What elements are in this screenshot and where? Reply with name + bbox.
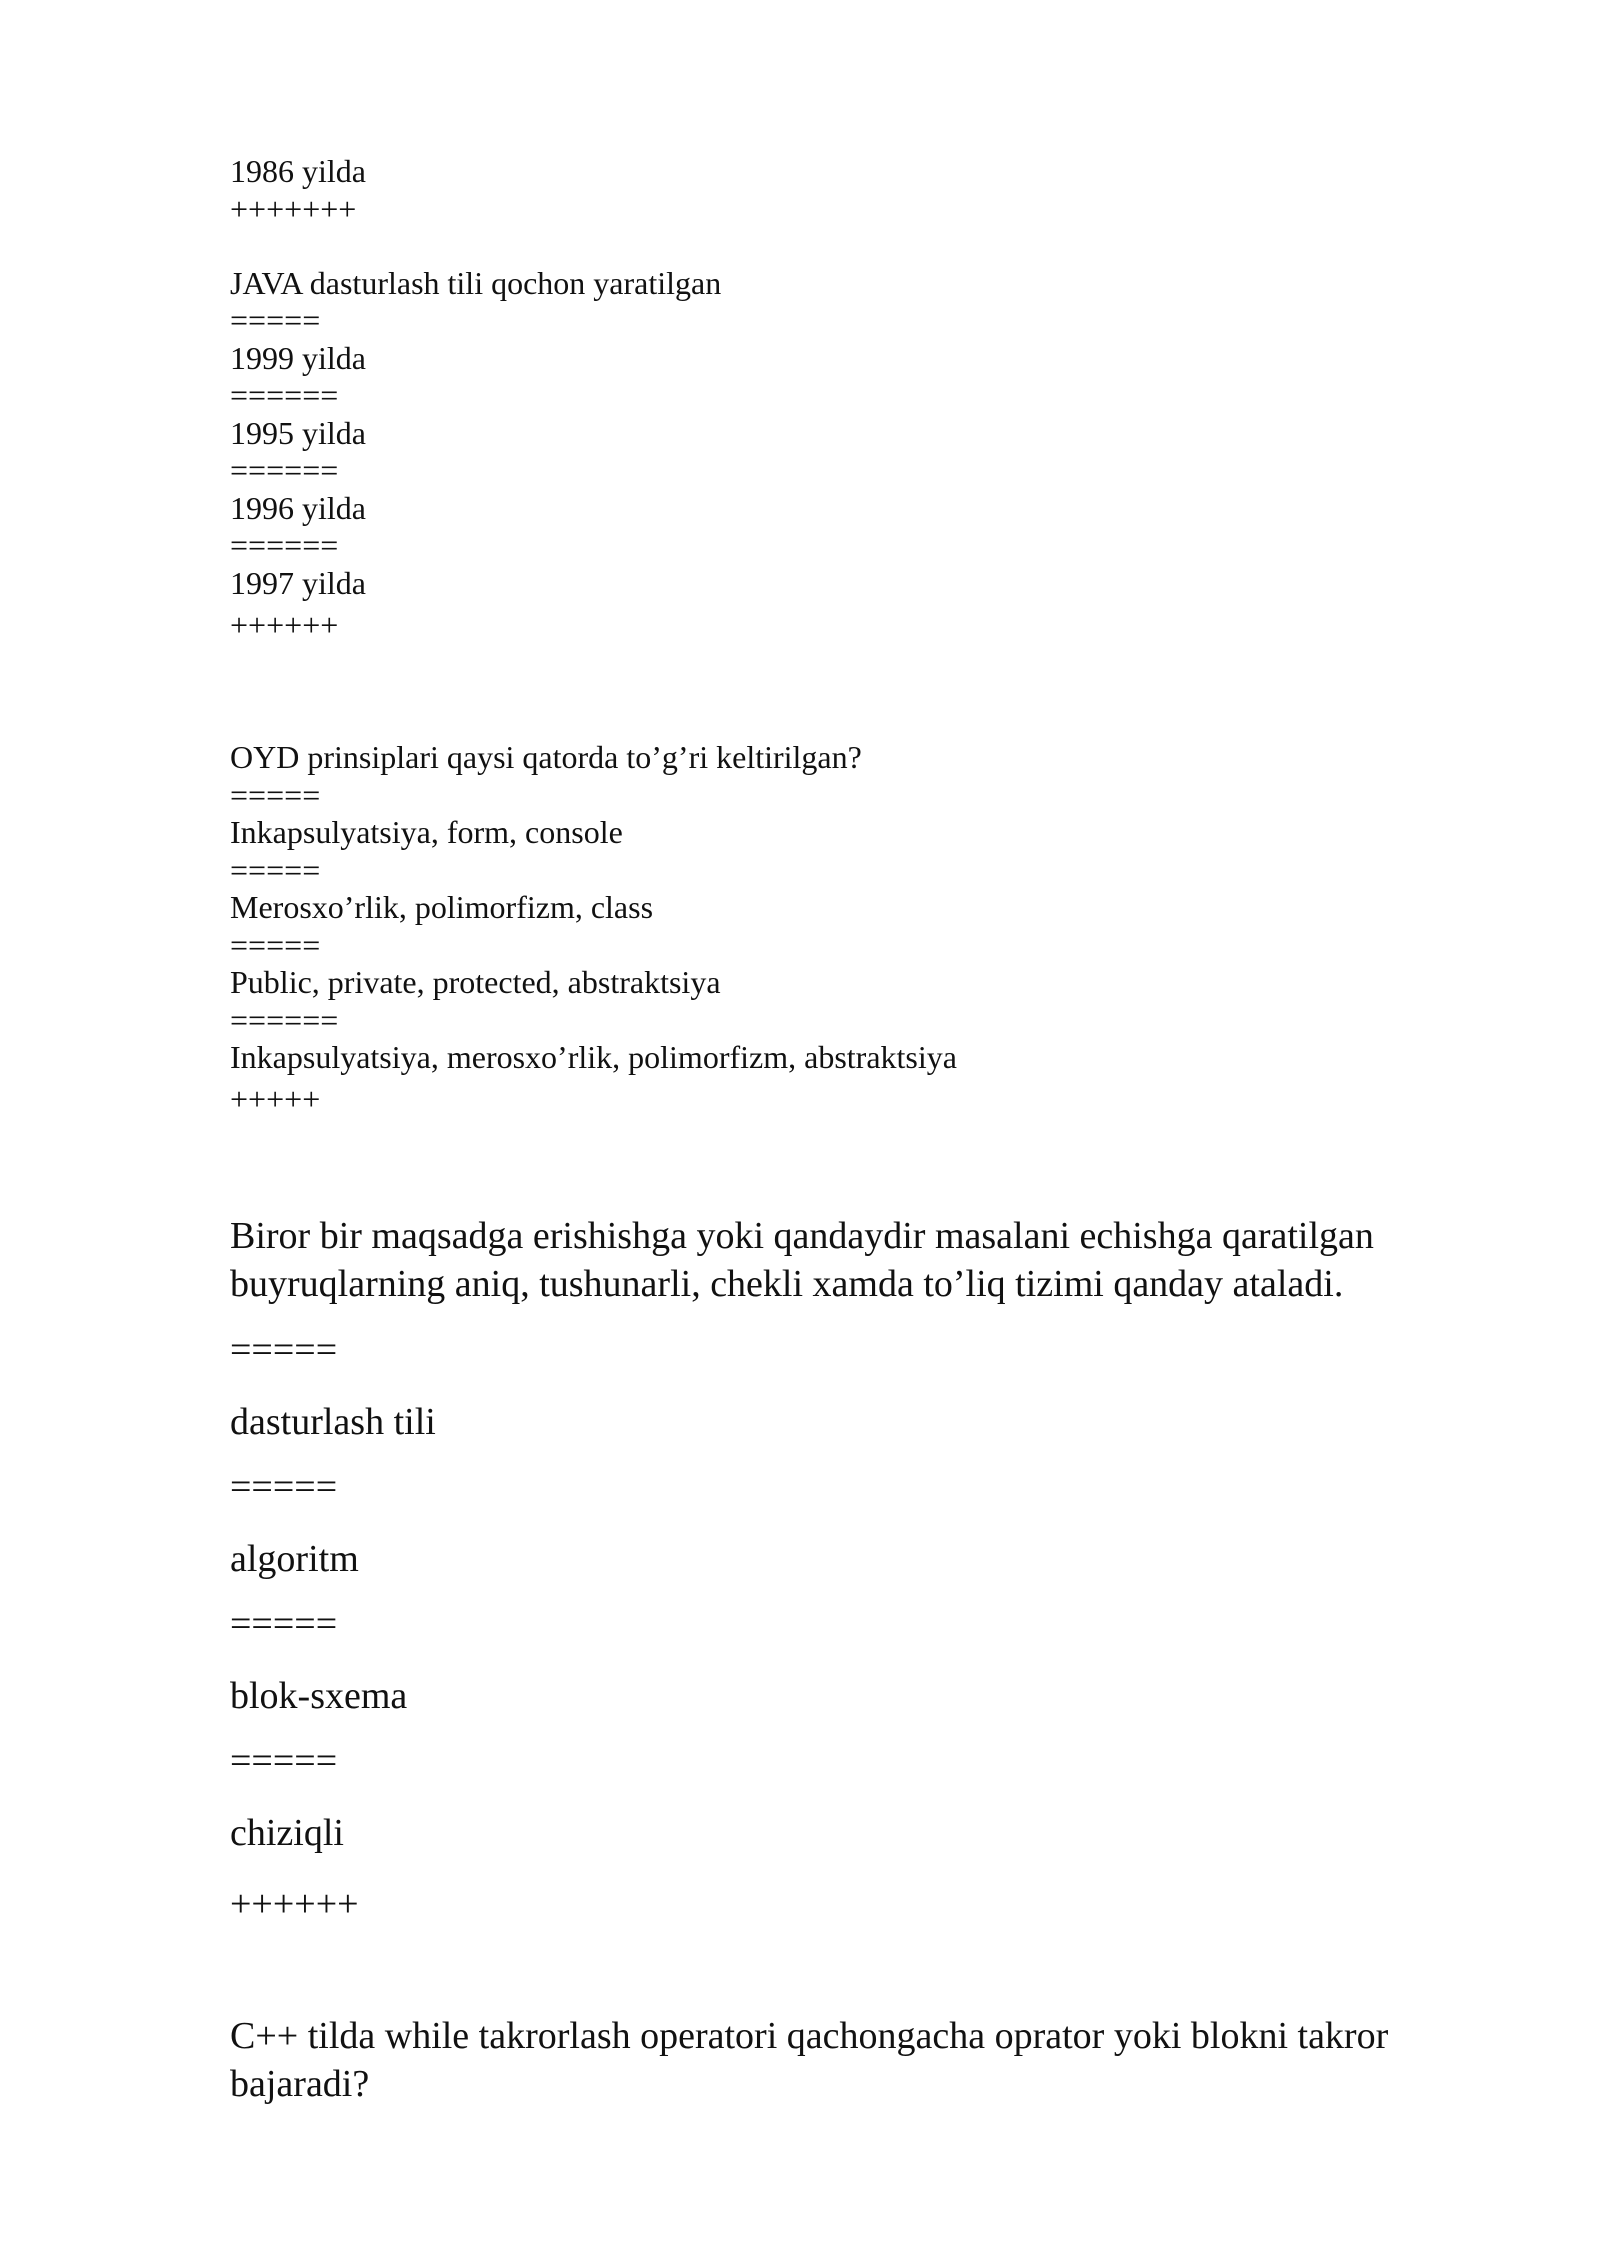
option-separator: ====== [230,527,339,563]
correct-marker: +++++++ [230,191,357,227]
question-text: JAVA dasturlash tili qochon yaratilgan [230,265,722,301]
option-separator: ===== [230,1329,338,1371]
option-separator: ====== [230,452,339,488]
option-text: dasturlash tili [230,1401,436,1443]
option-separator: ===== [230,302,321,338]
question-text: C++ tilda while takrorlash operatori qachongacha oprator yoki blokni takror bajaradi? [230,2015,1389,2105]
option-text: Inkapsulyatsiya, form, console [230,814,623,850]
option-separator: ====== [230,377,339,413]
option-text: 1996 yilda [230,490,366,526]
option-text: 1997 yilda [230,565,366,601]
option-separator: ===== [230,927,321,963]
correct-marker: ++++++ [230,1883,359,1925]
option-text: Inkapsulyatsiya, merosxo’rlik, polimorfizm, abstraktsiya [230,1039,957,1075]
option-separator: ===== [230,852,321,888]
option-separator: ===== [230,1466,338,1508]
option-separator: ===== [230,777,321,813]
option-separator: ====== [230,1002,339,1038]
correct-marker: ++++++ [230,607,339,643]
option-text: Merosxo’rlik, polimorfizm, class [230,889,654,925]
option-separator: ===== [230,1740,338,1782]
option-separator: ===== [230,1603,338,1645]
option-text: chiziqli [230,1812,344,1854]
answer-text: 1986 yilda [230,153,366,189]
option-text: algoritm [230,1538,359,1580]
question-text: Biror bir maqsadga erishishga yoki qandaydir masalani echishga qaratilgan buyruqlarning aniq, tushunarli, chekli xamda to’liq tizimi qanday ataladi. [230,1215,1374,1305]
option-text: 1995 yilda [230,415,366,451]
option-text: blok-sxema [230,1675,408,1717]
correct-marker: +++++ [230,1081,321,1117]
option-text: Public, private, protected, abstraktsiya [230,964,721,1000]
option-text: 1999 yilda [230,340,366,376]
question-text: OYD prinsiplari qaysi qatorda to’g’ri keltirilgan? [230,739,862,775]
